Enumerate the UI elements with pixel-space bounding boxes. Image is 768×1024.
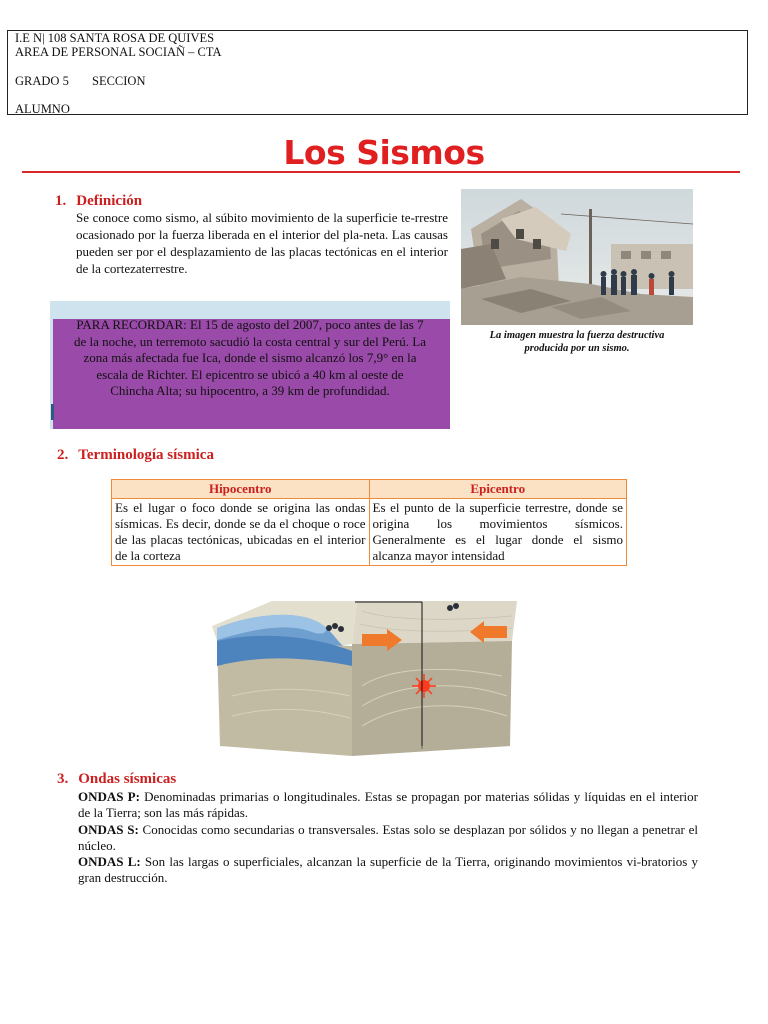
school-name: I.E N| 108 SANTA ROSA DE QUIVES [15,31,215,45]
section-3-number: 3. [57,771,69,787]
table-header-row [112,480,627,499]
table-header-hipocentro: Hipocentro [112,480,370,499]
fault-diagram [212,596,522,764]
section-2-number: 2. [57,447,69,463]
page-title: Los Sismos [283,133,485,172]
section-3-title: Ondas sísmicas [78,771,177,787]
section-1-number: 1. [55,193,67,209]
header-box [7,30,748,115]
wave-l-label: ONDAS L: [78,854,141,870]
wave-p-label: ONDAS P: [78,789,140,804]
waves-list [78,789,698,887]
wave-p-item [78,789,698,822]
area-name: AREA DE PERSONAL SOCIAÑ – CTA [15,45,222,59]
earthquake-damage-photo [461,189,693,325]
grado-label: GRADO 5 [15,74,69,88]
table-cell-epicentro: Es el punto de la superficie terrestre, donde se origina los movimientos sísmicos. Generalmente es el lugar donde el sismo alcanza mayor intensidad [369,499,627,566]
seccion-label: SECCION [92,74,146,88]
wave-s-item [78,822,698,855]
section-2-title: Terminología sísmica [78,447,214,463]
alumno-label: ALUMNO [15,102,70,116]
title-divider [22,171,740,173]
wave-l-item [78,854,698,887]
table-header-epicentro: Epicentro [369,480,627,499]
definition-text: Se conoce como sismo, al súbito movimiento de la superficie te-rrestre ocasionado por la fuerza liberada en el interior del pla-neta. Las causas pueden ser por el desplazamiento de las placas tectónicas en el interior de la cortezaterrestre. [76,210,448,276]
terminology-table [111,479,627,566]
section-1-heading [55,192,142,210]
photo-caption: La imagen muestra la fuerza destructiva producida por un sismo. [489,330,665,354]
reminder-edge-accent [51,404,54,420]
wave-l-text: Son las largas o superficiales, alcanzan la superficie de la Tierra, originando movimientos vi-bratorios y gran destrucción. [78,854,698,886]
wave-s-label: ONDAS S: [78,821,139,837]
wave-p-text: Denominadas primarias o longitudinales. Estas se propagan por materias sólidas y líquidas en el interior de la Tierra; son las más rápidas. [78,789,698,821]
section-3-heading [57,770,176,788]
reminder-text: PARA RECORDAR: El 15 de agosto del 2007, poco antes de las 7 de la noche, un terremoto sacudió la costa central y sur del Perú. La zona más afectada fue Ica, donde el sismo alcanzó los 7,9° en la escala de Richter. El epicentro se ubicó a 40 km al oeste de Chincha Alta; su hipocentro, a 39 km de profundidad. [74,317,426,398]
table-row [112,499,627,566]
wave-s-text: Conocidas como secundarias o transversales. Estas solo se desplazan por sólidos y no llegan a penetrar el núcleo. [78,821,698,853]
table-cell-hipocentro: Es el lugar o foco donde se origina las ondas sísmicas. Es decir, donde se da el choque o roce de las placas tectónicas, ubicadas en el interior de la corteza [112,499,370,566]
section-1-title: Definición [76,193,143,209]
section-2-heading [57,446,214,464]
